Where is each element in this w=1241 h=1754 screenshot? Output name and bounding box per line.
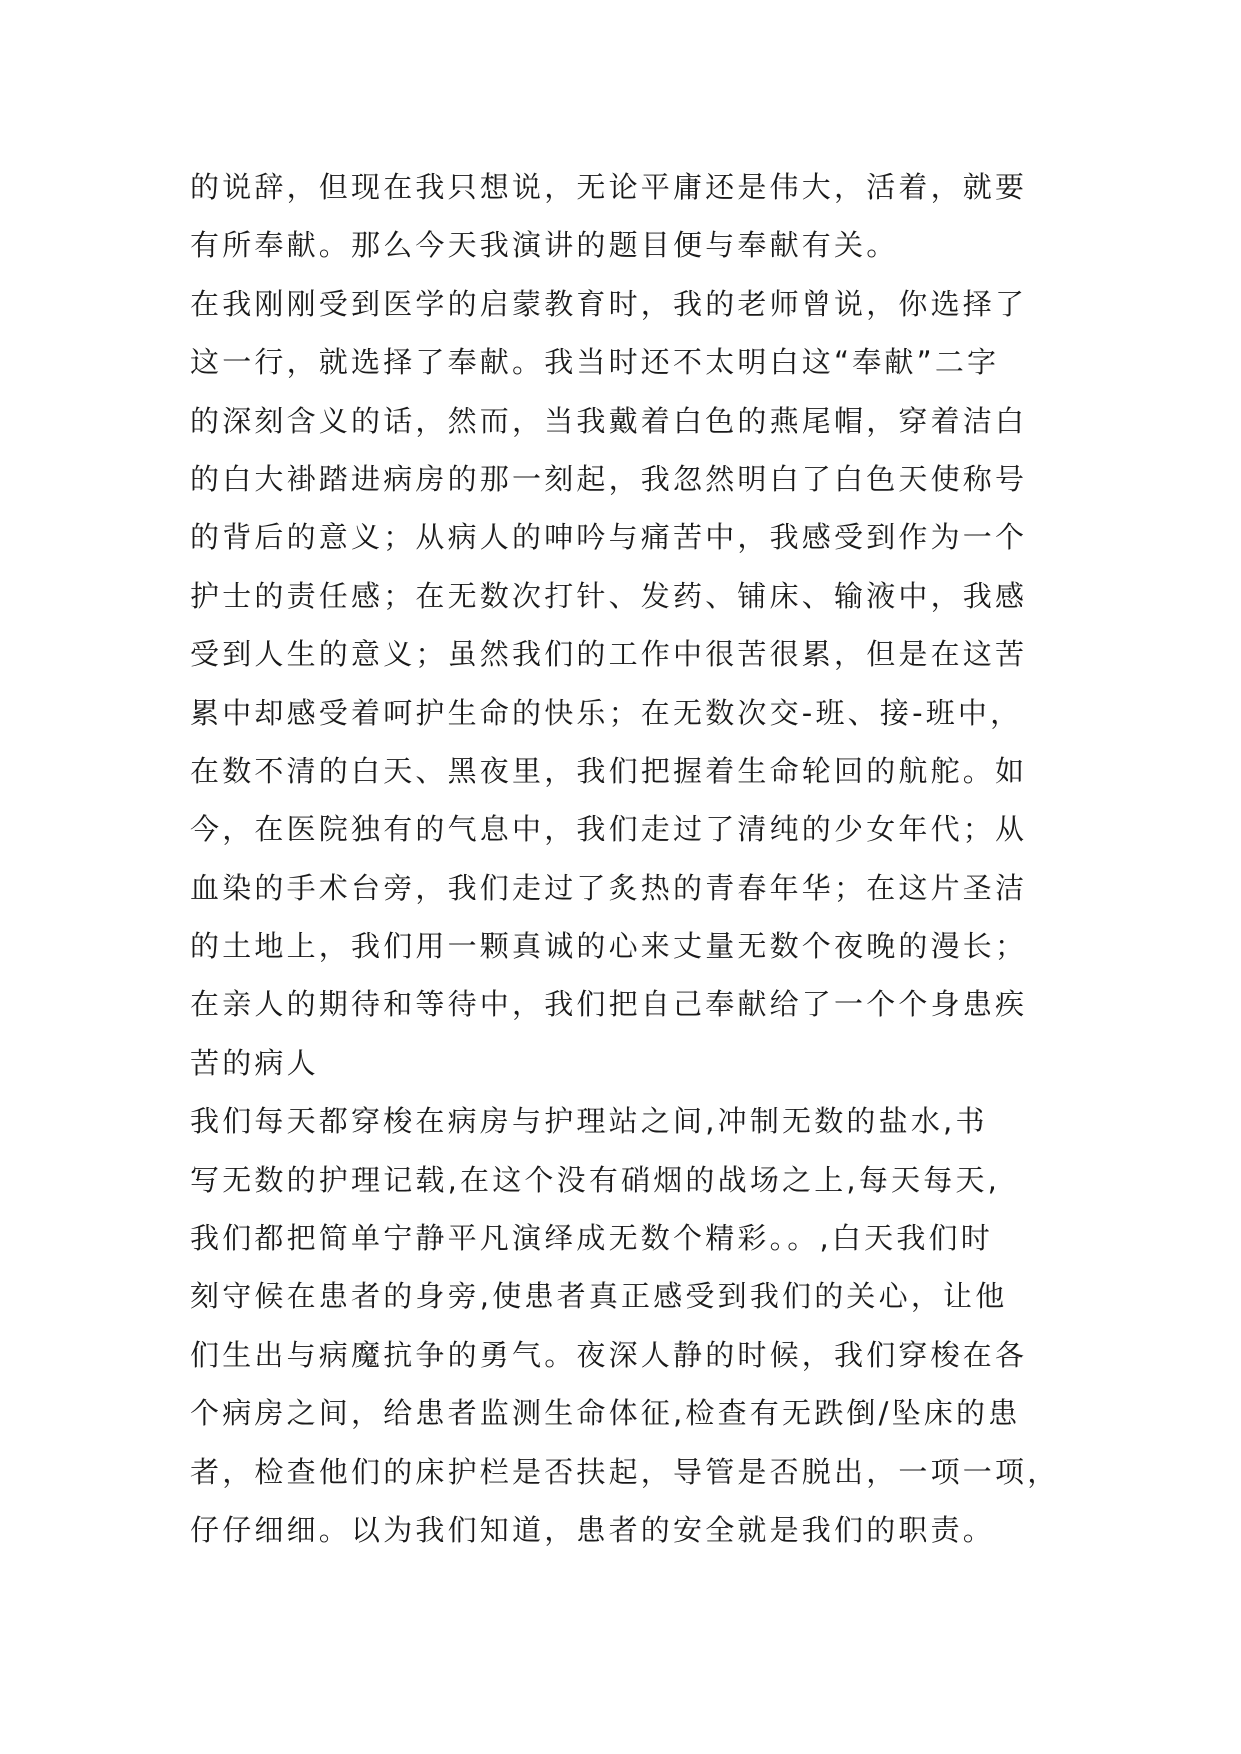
body-text <box>190 158 1070 1559</box>
text-line: 的说辞，但现在我只想说，无论平庸还是伟大，活着，就要 <box>190 170 1028 204</box>
text-line: 在我刚刚受到医学的启蒙教育时，我的老师曾说，你选择了 <box>190 286 1028 321</box>
text-line: 有所奉献。那么今天我演讲的题目便与奉献有关。 <box>190 228 899 263</box>
text-line: 写无数的护理记载,在这个没有硝烟的战场之上,每天每天, <box>190 1162 1001 1197</box>
text-line: 的深刻含义的话，然而，当我戴着白色的燕尾帽，穿着洁白 <box>190 403 1028 438</box>
text-line: 护士的责任感；在无数次打针、发药、铺床、输液中，我感 <box>190 578 1028 613</box>
text-line: 今，在医院独有的气息中，我们走过了清纯的少女年代；从 <box>190 812 1028 847</box>
text-line: 受到人生的意义；虽然我们的工作中很苦很累，但是在这苦 <box>190 637 1028 672</box>
text-line: 的土地上，我们用一颗真诚的心来丈量无数个夜晚的漫长； <box>190 929 1028 964</box>
text-line: 刻守候在患者的身旁,使患者真正感受到我们的关心，让他 <box>190 1279 1008 1314</box>
text-line: 仔仔细细。以为我们知道，患者的安全就是我们的职责。 <box>190 1512 996 1547</box>
text-line: 累中却感受着呵护生命的快乐；在无数次交-班、接-班中， <box>190 695 1023 730</box>
text-line: 苦的病人 <box>190 1045 319 1080</box>
text-line: 的背后的意义；从病人的呻吟与痛苦中，我感受到作为一个 <box>190 520 1028 555</box>
text-line: 们生出与病魔抗争的勇气。夜深人静的时候，我们穿梭在各 <box>190 1337 1028 1372</box>
text-line: 个病房之间，给患者监测生命体征,检查有无跌倒/坠床的患 <box>190 1396 1021 1431</box>
text-line: 血染的手术台旁，我们走过了炙热的青春年华；在这片圣洁 <box>190 870 1028 905</box>
text-line: 的白大褂踏进病房的那一刻起，我忽然明白了白色天使称号 <box>190 461 1028 496</box>
text-line: 在亲人的期待和等待中，我们把自己奉献给了一个个身患疾 <box>190 987 1028 1022</box>
text-line: 我们每天都穿梭在病房与护理站之间,冲制无数的盐水,书 <box>190 1104 988 1139</box>
text-line: 这一行，就选择了奉献。我当时还不太明白这“奉献”二字 <box>190 345 1000 380</box>
text-line: 者，检查他们的床护栏是否扶起，导管是否脱出，一项一项， <box>190 1454 1060 1489</box>
text-line: 在数不清的白天、黑夜里，我们把握着生命轮回的航舵。如 <box>190 753 1028 788</box>
text-line: 我们都把简单宁静平凡演绎成无数个精彩。。,白天我们时 <box>190 1221 993 1256</box>
